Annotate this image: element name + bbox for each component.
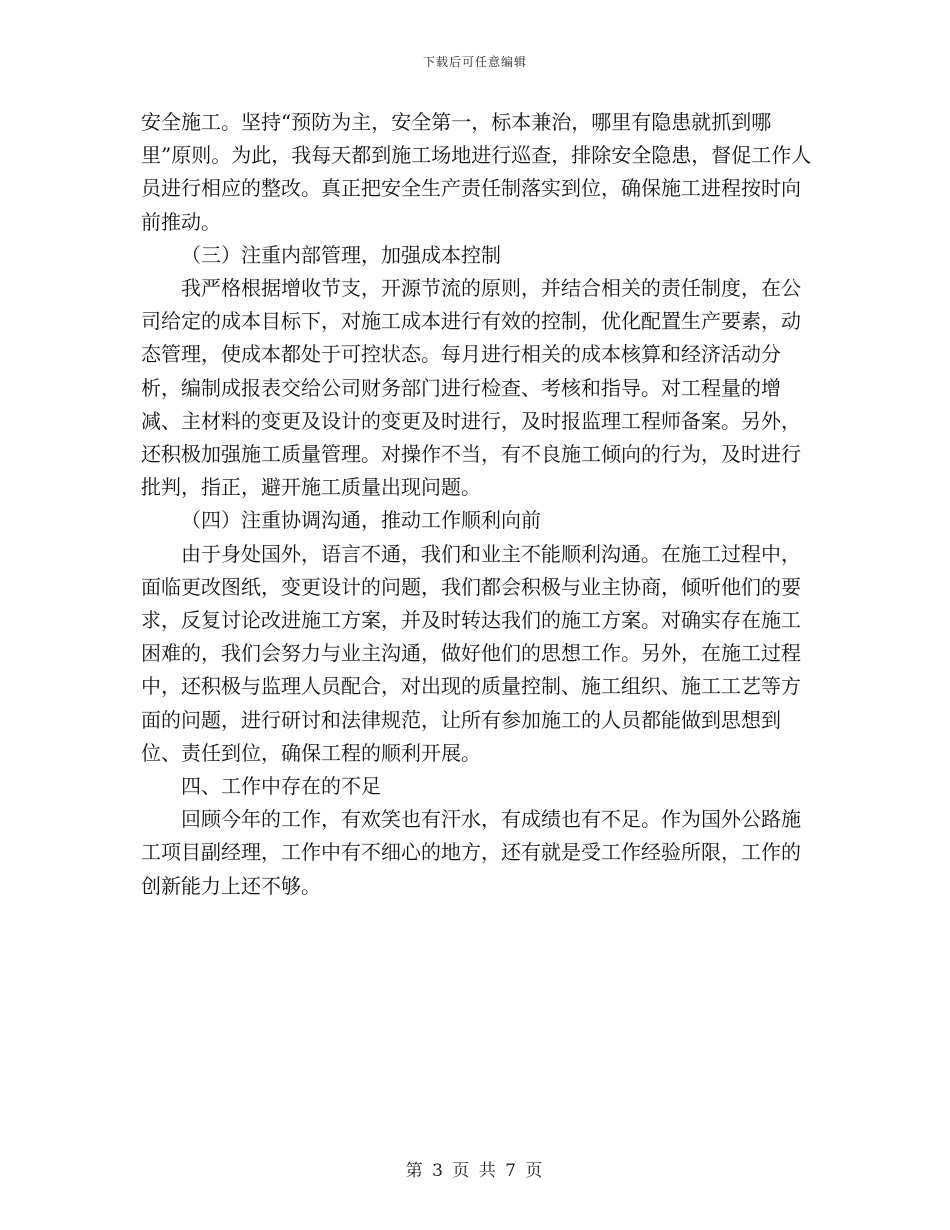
paragraph-communication: 由于身处国外，语言不通，我们和业主不能顺利沟通。在施工过程中，面临更改图纸，变更设计的问题，我们都会积极与业主协商，倾听他们的要求，反复讨论改进施工方案，并及时转达我们的施工方案。对确实存在施工困难的，我们会努力与业主沟通，做好他们的思想工作。另外，在施工过程中，还积极与监理人员配合，对出现的质量控制、施工组织、施工工艺等方面的问题，进行研讨和法律规范，让所有参加施工的人员都能做到思想到位、责任到位，确保工程的顺利开展。 <box>141 541 801 765</box>
document-body <box>141 106 813 903</box>
section-heading-shortcomings: 四、工作中存在的不足 <box>181 774 381 799</box>
page-number-footer: 第 3 页 共 7 页 <box>405 1161 545 1181</box>
section-heading-4: （四）注重协调沟通，推动工作顺利向前 <box>181 508 541 533</box>
section-heading-3: （三）注重内部管理，加强成本控制 <box>181 242 501 267</box>
page-header: 下载后可任意编辑 <box>422 55 527 69</box>
paragraph-continued: 安全施工。坚持“预防为主，安全第一，标本兼治，哪里有隐患就抓到哪里”原则。为此，我每天都到施工场地进行巡查，排除安全隐患，督促工作人员进行相应的整改。真正把安全生产责任制落实到位，确保施工进程按时向前推动。 <box>141 110 812 234</box>
paragraph-shortcomings: 回顾今年的工作，有欢笑也有汗水，有成绩也有不足。作为国外公路施工项目副经理，工作中有不细心的地方，还有就是受工作经验所限，工作的创新能力上还不够。 <box>141 807 801 898</box>
paragraph-cost-control: 我严格根据增收节支，开源节流的原则，并结合相关的责任制度，在公司给定的成本目标下，对施工成本进行有效的控制，优化配置生产要素，动态管理，使成本都处于可控状态。每月进行相关的成本核算和经济活动分析，编制成报表交给公司财务部门进行检查、考核和指导。对工程量的增减、主材料的变更及设计的变更及时进行，及时报监理工程师备案。另外，还积极加强施工质量管理。对操作不当，有不良施工倾向的行为，及时进行批判，指正，避开施工质量出现问题。 <box>141 276 801 500</box>
